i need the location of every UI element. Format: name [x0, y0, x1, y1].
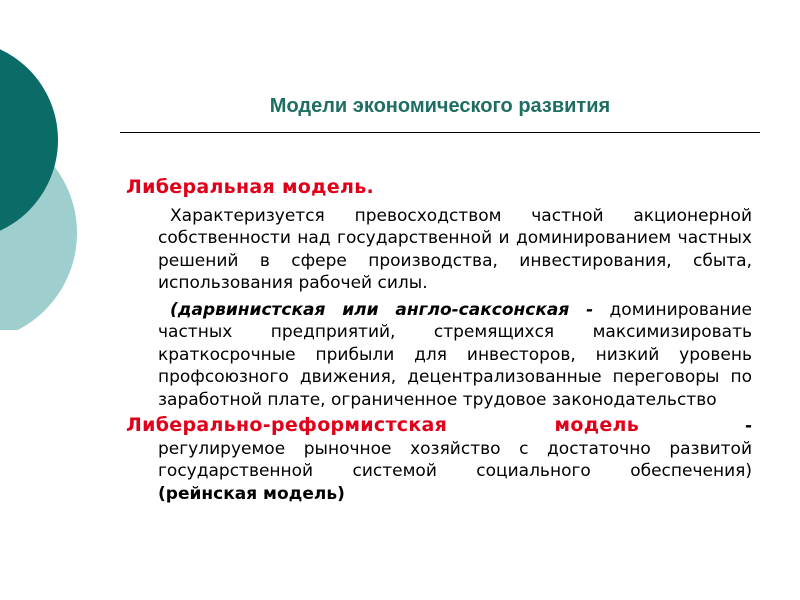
liberal-model-description: Характеризуется превосходством частной акционерной собственности над государственной и доминированием частных решений в сфере производства, инвестирования, сбыта, использования рабочей силы. [158, 205, 752, 293]
liberal-variant-text: доминирование частных предприятий, стремящихся максимизировать краткосрочные прибыли для инвесторов, низкий уровень профсоюзного движения, децентрализованные переговоры по заработной плате, ограниченное трудовое законодательство [158, 299, 752, 410]
reformist-model-heading: Либерально-реформистская модель [126, 414, 640, 436]
liberal-model-variant [158, 299, 752, 412]
reformist-model-heading-line [126, 414, 752, 438]
slide-title: Модели экономического развития [269, 95, 611, 117]
reformist-model-description [158, 438, 752, 506]
liberal-model-heading: Либеральная модель. [126, 176, 375, 198]
reformist-dash: - [744, 416, 752, 436]
liberal-variant-lead: (дарвинистская или англо-саксонская - [170, 299, 594, 320]
reformist-description-text: регулируемое рыночное хозяйство с достаточно развитой государственной системой социального обеспечения) [158, 438, 752, 481]
title-divider [120, 132, 760, 133]
decorative-circles [0, 0, 120, 330]
rhine-model-note: (рейнская модель) [158, 483, 345, 504]
slide-content [126, 176, 752, 505]
